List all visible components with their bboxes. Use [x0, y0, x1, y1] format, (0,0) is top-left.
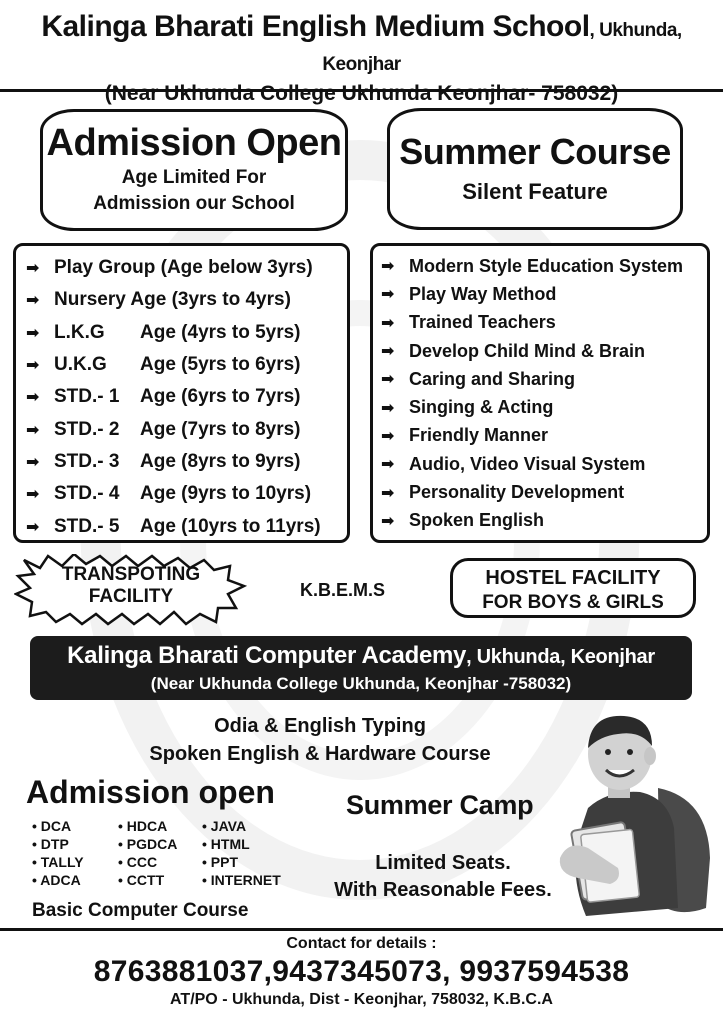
course-item: • JAVA	[202, 818, 247, 834]
list-item	[381, 252, 707, 280]
right-arrow-icon: ➡	[26, 518, 40, 536]
age-level: STD.- 5	[54, 515, 120, 537]
school-location: , Ukhunda, Keonjhar	[322, 20, 682, 75]
admission-open-heading: Admission open	[26, 774, 275, 810]
feature-text: Audio, Video Visual System	[409, 453, 646, 474]
admission-open-title: Admission Open	[46, 122, 342, 164]
academy-address: (Near Ukhunda College Ukhunda, Keonjhar -758032)	[150, 674, 572, 693]
summer-course-subtitle: Silent Feature	[462, 179, 608, 204]
list-item	[381, 450, 707, 478]
admission-line-1: Age Limited For	[121, 167, 267, 188]
computer-academy-banner	[30, 636, 692, 700]
right-arrow-icon: ➡	[381, 427, 395, 445]
age-range: Age (6yrs to 7yrs)	[140, 386, 301, 408]
feature-text: Develop Child Mind & Brain	[409, 340, 646, 361]
features-list	[370, 243, 710, 543]
course-item: • INTERNET	[202, 872, 281, 888]
right-arrow-icon: ➡	[381, 343, 395, 361]
summer-camp-title: Summer Camp	[346, 790, 534, 820]
student-boy-image	[548, 708, 718, 926]
list-item	[381, 393, 707, 421]
age-range: Age (9yrs to 10yrs)	[140, 483, 312, 505]
age-level: STD.- 3	[54, 450, 120, 472]
course-list	[32, 818, 312, 888]
list-item	[26, 317, 347, 349]
right-arrow-icon: ➡	[381, 314, 395, 332]
right-arrow-icon: ➡	[381, 286, 395, 304]
kbems-label: K.B.E.M.S	[300, 580, 386, 600]
course-item: • ADCA	[32, 872, 81, 888]
summer-course-title: Summer Course	[399, 131, 671, 172]
academy-location: , Ukhunda, Keonjhar	[466, 646, 655, 668]
school-name-text: Kalinga Bharati English Medium School	[41, 10, 590, 43]
right-arrow-icon: ➡	[26, 421, 40, 439]
right-arrow-icon: ➡	[381, 512, 395, 530]
age-level: STD.- 1	[54, 386, 120, 408]
admission-open-box	[40, 109, 348, 231]
postal-address: AT/PO - Ukhunda, Dist - Keonjhar, 758032, K.B.C.A	[170, 991, 553, 1008]
course-item: • HTML	[202, 836, 250, 852]
feature-text: Personality Development	[409, 482, 625, 503]
list-item	[381, 422, 707, 450]
typing-courses	[100, 712, 540, 768]
course-item: • TALLY	[32, 854, 84, 870]
phone-numbers: 8763881037,9437345073, 9937594538	[93, 955, 630, 988]
right-arrow-icon: ➡	[26, 324, 40, 342]
list-item	[26, 446, 347, 478]
feature-text: Friendly Manner	[409, 425, 549, 446]
list-item	[26, 381, 347, 413]
transport-line-2: FACILITY	[88, 586, 174, 607]
limited-seats-text	[326, 850, 560, 904]
hostel-line-1: HOSTEL FACILITY	[485, 567, 661, 589]
age-level: STD.- 4	[54, 483, 120, 505]
age-range: Age (5yrs to 6yrs)	[140, 354, 301, 376]
right-arrow-icon: ➡	[26, 260, 40, 278]
basic-computer-course: Basic Computer Course	[32, 900, 249, 921]
age-level: U.K.G	[54, 354, 107, 376]
list-item	[26, 284, 347, 316]
list-item	[26, 510, 347, 542]
feature-text: Trained Teachers	[409, 312, 556, 333]
transport-text	[14, 564, 248, 608]
typing-line-2: Spoken English & Hardware Course	[149, 743, 491, 765]
age-range: Age (8yrs to 9yrs)	[140, 450, 301, 472]
transport-burst	[14, 554, 248, 626]
school-name	[0, 10, 723, 78]
list-item	[381, 309, 707, 337]
right-arrow-icon: ➡	[381, 399, 395, 417]
feature-text: Caring and Sharing	[409, 368, 576, 389]
hostel-line-2: FOR BOYS & GIRLS	[482, 592, 664, 613]
feature-text: Play Way Method	[409, 283, 557, 304]
summer-course-box	[387, 108, 683, 230]
right-arrow-icon: ➡	[381, 484, 395, 502]
seats-line-1: Limited Seats.	[375, 852, 511, 874]
course-item: • CCTT	[118, 872, 165, 888]
academy-name-text: Kalinga Bharati Computer Academy	[67, 642, 467, 669]
seats-line-2: With Reasonable Fees.	[334, 879, 552, 901]
age-range: Age (4yrs to 5yrs)	[140, 321, 301, 343]
typing-line-1: Odia & English Typing	[214, 715, 426, 737]
right-arrow-icon: ➡	[26, 292, 40, 310]
list-item	[381, 507, 707, 535]
admission-line-2: Admission our School	[93, 193, 295, 214]
age-groups-list	[13, 243, 350, 543]
contact-label: Contact for details :	[286, 935, 437, 952]
right-arrow-icon: ➡	[26, 453, 40, 471]
age-level: Nursery Age (3yrs to 4yrs)	[54, 289, 291, 311]
feature-text: Spoken English	[409, 510, 545, 531]
course-item: • DCA	[32, 818, 72, 834]
age-level: Play Group (Age below 3yrs)	[54, 257, 313, 279]
list-item	[381, 478, 707, 506]
list-item	[26, 413, 347, 445]
feature-text: Singing & Acting	[409, 397, 554, 418]
age-range: Age (10yrs to 11yrs)	[140, 515, 321, 537]
list-item	[381, 337, 707, 365]
course-item: • HDCA	[118, 818, 168, 834]
list-item	[26, 478, 347, 510]
list-item	[381, 365, 707, 393]
age-range: Age (7yrs to 8yrs)	[140, 418, 301, 440]
right-arrow-icon: ➡	[26, 486, 40, 504]
school-header	[0, 0, 723, 105]
right-arrow-icon: ➡	[26, 389, 40, 407]
contact-footer	[0, 928, 723, 1024]
course-item: • PPT	[202, 854, 239, 870]
list-item	[381, 280, 707, 308]
right-arrow-icon: ➡	[381, 258, 395, 276]
course-item: • PGDCA	[118, 836, 178, 852]
list-item	[26, 349, 347, 381]
right-arrow-icon: ➡	[381, 456, 395, 474]
boy-illustration	[548, 708, 718, 926]
transport-line-1: TRANSPOTING	[61, 564, 201, 585]
school-address: (Near Ukhunda College Ukhunda Keonjhar- 758032)	[104, 82, 619, 105]
course-item: • DTP	[32, 836, 69, 852]
right-arrow-icon: ➡	[26, 357, 40, 375]
right-arrow-icon: ➡	[381, 371, 395, 389]
feature-text: Modern Style Education System	[409, 255, 684, 276]
age-level: STD.- 2	[54, 418, 120, 440]
academy-name	[30, 642, 692, 670]
course-item: • CCC	[118, 854, 158, 870]
list-item	[26, 252, 347, 284]
age-level: L.K.G	[54, 321, 105, 343]
hostel-facility-box	[450, 558, 696, 618]
